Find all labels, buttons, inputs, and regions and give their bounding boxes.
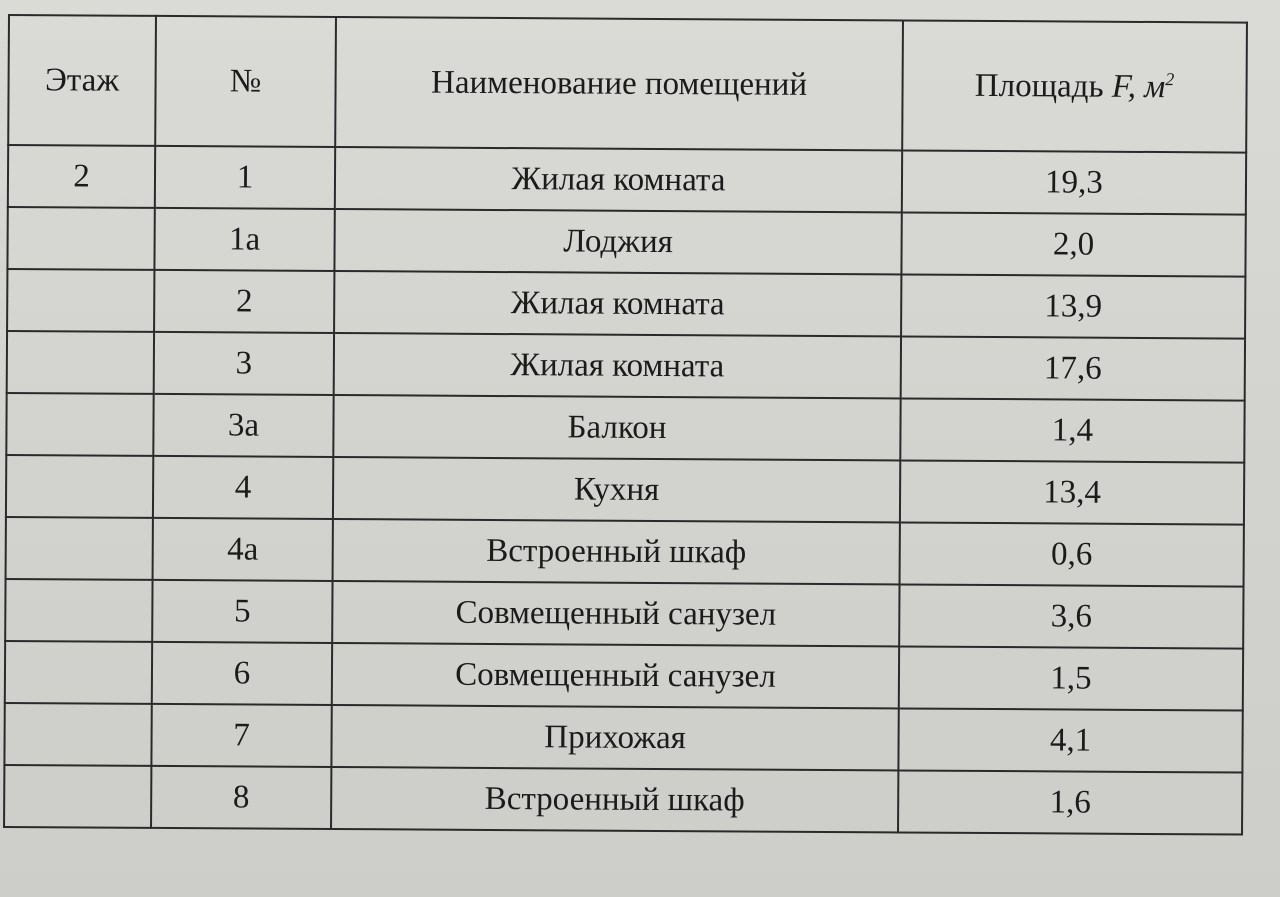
header-area-unit-power: 2	[1165, 69, 1175, 90]
cell-room-name: Совмещенный санузел	[332, 643, 899, 708]
cell-area: 1,5	[899, 646, 1243, 710]
cell-number: 1а	[154, 208, 334, 271]
cell-area: 19,3	[902, 150, 1246, 214]
cell-room-name: Встроенный шкаф	[333, 519, 900, 584]
table-row	[5, 641, 1243, 711]
table-row	[4, 765, 1242, 835]
table-row	[8, 145, 1246, 215]
cell-area: 3,6	[899, 584, 1243, 648]
cell-room-name: Жилая комната	[334, 333, 901, 398]
cell-number: 2	[154, 270, 334, 333]
header-area-label: Площадь	[974, 67, 1104, 105]
cell-area: 13,4	[900, 460, 1244, 524]
cell-number: 5	[152, 580, 332, 643]
cell-floor	[6, 455, 153, 518]
cell-number: 3а	[153, 394, 333, 457]
cell-room-name: Прихожая	[331, 705, 898, 770]
header-area	[902, 20, 1247, 152]
cell-floor	[7, 269, 154, 332]
table-header-row	[8, 15, 1247, 153]
header-area-symbol: F	[1111, 68, 1128, 105]
cell-number: 7	[151, 704, 331, 767]
cell-number: 4	[153, 456, 333, 519]
cell-area: 0,6	[900, 522, 1244, 586]
table-row	[5, 579, 1243, 649]
table-row	[7, 207, 1245, 277]
room-area-table	[3, 14, 1248, 836]
cell-room-name: Жилая комната	[334, 271, 901, 336]
cell-floor	[6, 517, 153, 580]
cell-floor	[7, 207, 154, 270]
cell-number: 4а	[153, 518, 333, 581]
cell-number: 3	[154, 332, 334, 395]
cell-room-name: Балкон	[333, 395, 900, 460]
cell-area: 1,6	[898, 770, 1242, 834]
cell-room-name: Лоджия	[334, 209, 901, 274]
table-row	[6, 517, 1244, 587]
cell-floor	[4, 765, 151, 828]
table-row	[6, 393, 1244, 463]
cell-number: 6	[152, 642, 332, 705]
header-area-unit: , м	[1127, 68, 1166, 106]
table-row	[6, 455, 1244, 525]
cell-area: 17,6	[901, 336, 1245, 400]
cell-area: 4,1	[898, 708, 1242, 772]
cell-room-name: Встроенный шкаф	[331, 767, 898, 832]
table-row	[7, 331, 1245, 401]
table-row	[4, 703, 1242, 773]
cell-floor	[5, 641, 152, 704]
cell-area: 2,0	[901, 212, 1245, 276]
cell-room-name: Совмещенный санузел	[332, 581, 899, 646]
cell-floor	[4, 703, 151, 766]
cell-floor: 2	[8, 145, 155, 208]
header-number: №	[155, 16, 336, 147]
table-row	[7, 269, 1245, 339]
cell-number: 1	[155, 146, 335, 209]
document-sheet	[3, 14, 1246, 868]
cell-room-name: Кухня	[333, 457, 900, 522]
cell-floor	[6, 393, 153, 456]
cell-floor	[5, 579, 152, 642]
cell-number: 8	[151, 766, 331, 829]
cell-area: 1,4	[900, 398, 1244, 462]
header-room-name: Наименование помещений	[335, 17, 903, 150]
cell-area: 13,9	[901, 274, 1245, 338]
header-floor: Этаж	[8, 15, 156, 146]
cell-floor	[7, 331, 154, 394]
cell-room-name: Жилая комната	[335, 147, 902, 212]
